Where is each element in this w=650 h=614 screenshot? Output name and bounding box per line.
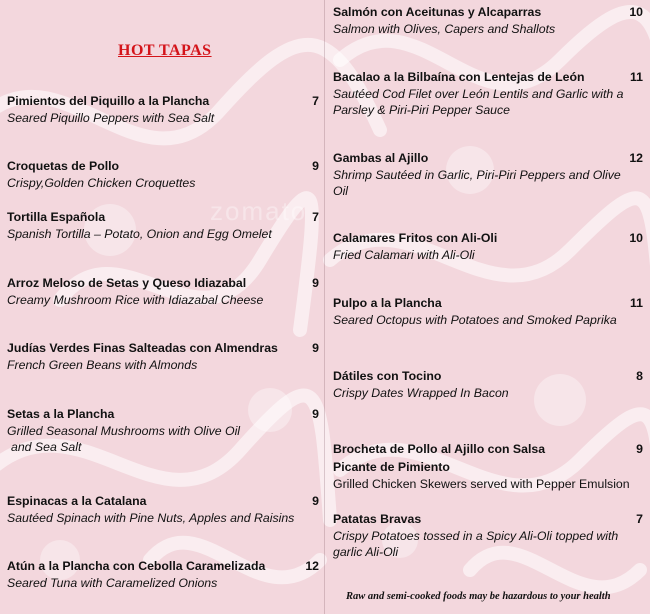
menu-item — [7, 557, 319, 591]
item-description: Sautéed Cod Filet over León Lentils and Garlic with a Parsley & Piri-Piri Pepper Sauce — [333, 87, 624, 117]
item-name: Pimientos del Piquillo a la Plancha — [7, 94, 210, 108]
item-description: Seared Octopus with Potatoes and Smoked Paprika — [333, 313, 617, 327]
item-name: Brocheta de Pollo al Ajillo con Salsa — [333, 442, 546, 456]
item-name: Bacalao a la Bilbaína con Lentejas de León — [333, 70, 585, 84]
item-description: Shrimp Sautéed in Garlic, Piri-Piri Peppers and Olive Oil — [333, 168, 621, 198]
item-description: Crispy Dates Wrapped In Bacon — [333, 386, 509, 400]
item-name: Pulpo a la Plancha — [333, 296, 442, 310]
item-description: Creamy Mushroom Rice with Idiazabal Cheese — [7, 293, 264, 307]
item-name: Patatas Bravas — [333, 512, 422, 526]
menu-item — [7, 492, 319, 526]
menu-item — [333, 510, 643, 560]
item-name: Croquetas de Pollo — [7, 159, 120, 173]
item-description: Sautéed Spinach with Pine Nuts, Apples and Raisins — [7, 511, 295, 525]
item-name: Gambas al Ajillo — [333, 151, 429, 165]
menu-item — [7, 157, 319, 191]
item-name: Judías Verdes Finas Salteadas con Almendras — [7, 341, 278, 355]
menu-item — [333, 294, 643, 328]
column-divider — [324, 0, 325, 614]
item-description: Salmon with Olives, Capers and Shallots — [333, 22, 556, 36]
item-price: 12 — [305, 559, 319, 573]
item-description: Seared Tuna with Caramelized Onions — [7, 576, 218, 590]
item-price: 7 — [312, 94, 319, 108]
item-price: 9 — [636, 442, 643, 456]
item-price: 11 — [630, 296, 643, 310]
menu-item — [333, 3, 643, 37]
item-description: Grilled Chicken Skewers served with Pepper Emulsion — [333, 477, 630, 491]
item-name-continued: Picante de Pimiento — [333, 460, 450, 474]
item-price: 12 — [629, 151, 643, 165]
item-description: Seared Piquillo Peppers with Sea Salt — [7, 111, 215, 125]
section-heading-hot-tapas: HOT TAPAS — [118, 42, 212, 59]
item-description: Grilled Seasonal Mushrooms with Olive Oil — [7, 424, 241, 438]
menu-item — [7, 405, 319, 455]
item-description: Crispy,Golden Chicken Croquettes — [7, 176, 196, 190]
item-name: Calamares Fritos con Ali-Oli — [333, 231, 498, 245]
zomato-watermark: zomato — [210, 196, 308, 226]
item-description: Spanish Tortilla – Potato, Onion and Egg Omelet — [7, 227, 272, 241]
item-name: Setas a la Plancha — [7, 407, 115, 421]
menu-item — [7, 92, 319, 126]
menu-item — [333, 229, 643, 263]
item-price: 9 — [312, 159, 319, 173]
menu-item — [7, 208, 319, 242]
menu-item — [7, 274, 319, 308]
item-description: Fried Calamari with Ali-Oli — [333, 248, 475, 262]
item-price: 9 — [312, 494, 319, 508]
item-description-continued: and Sea Salt — [11, 440, 82, 454]
item-price: 9 — [312, 276, 319, 290]
item-name: Atún a la Plancha con Cebolla Caramelizada — [7, 559, 266, 573]
health-disclaimer: Raw and semi-cooked foods may be hazardous to your health — [346, 591, 611, 602]
item-price: 9 — [312, 341, 319, 355]
menu-item — [333, 68, 643, 118]
menu-item — [333, 440, 643, 492]
item-price: 7 — [312, 210, 319, 224]
item-price: 10 — [629, 5, 643, 19]
item-price: 11 — [630, 70, 643, 84]
item-price: 10 — [629, 231, 643, 245]
item-name: Arroz Meloso de Setas y Queso Idiazabal — [7, 276, 247, 290]
menu-item — [333, 367, 643, 401]
item-name: Salmón con Aceitunas y Alcaparras — [333, 5, 542, 19]
menu-item — [7, 339, 319, 373]
item-price: 7 — [636, 512, 643, 526]
item-name: Dátiles con Tocino — [333, 369, 442, 383]
item-description: French Green Beans with Almonds — [7, 358, 198, 372]
item-description: Crispy Potatoes tossed in a Spicy Ali-Oli topped with garlic Ali-Oli — [333, 529, 619, 559]
item-name: Tortilla Española — [7, 210, 106, 224]
item-price: 8 — [636, 369, 643, 383]
item-name: Espinacas a la Catalana — [7, 494, 147, 508]
menu-item — [333, 149, 643, 199]
item-price: 9 — [312, 407, 319, 421]
